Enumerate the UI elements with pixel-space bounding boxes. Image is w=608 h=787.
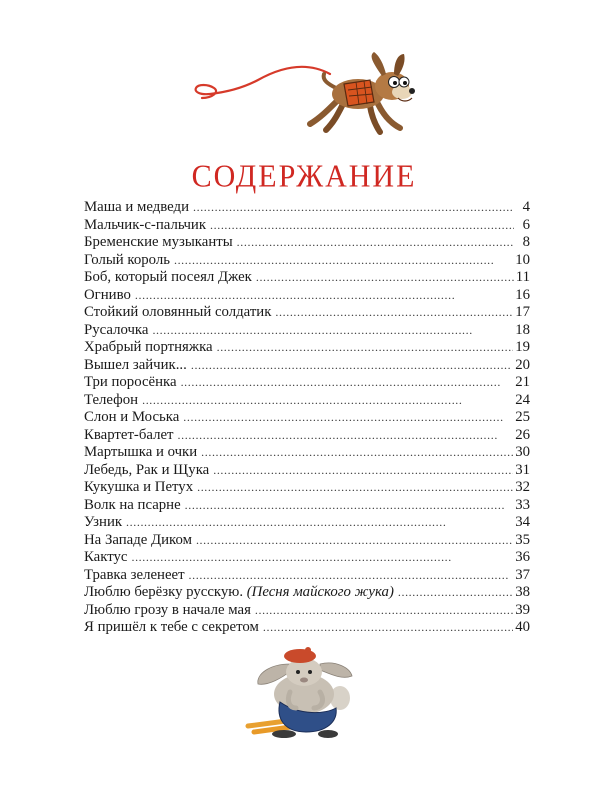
toc-entry-page: 21	[515, 374, 530, 390]
toc-entry-title	[84, 322, 148, 340]
toc-entry	[84, 602, 530, 620]
leader-dots	[398, 584, 513, 602]
toc-entry-page: 6	[522, 216, 530, 233]
toc-entry	[84, 322, 530, 340]
toc-entry	[84, 549, 530, 567]
toc-entry-title-text: Храбрый портняжка	[84, 339, 213, 355]
toc-entry-title	[84, 339, 213, 357]
leader-dots	[174, 252, 513, 270]
toc-entry-title-text: Слон и Моська	[84, 409, 180, 425]
leader-dots	[183, 409, 513, 427]
toc-entry	[84, 444, 530, 462]
toc-entry-title	[84, 567, 185, 585]
toc-entry	[84, 199, 530, 217]
leader-dots	[193, 199, 514, 217]
toc-entry	[84, 339, 530, 357]
toc-entry-title	[84, 584, 394, 602]
leader-dots	[178, 427, 514, 445]
toc-entry-title	[84, 497, 181, 515]
toc-entry-title-text: Травка зеленеет	[84, 566, 185, 583]
toc-entry-title-text: Телефон	[84, 391, 139, 408]
toc-entry	[84, 619, 530, 637]
toc-entry-title	[84, 444, 197, 462]
leader-dots	[181, 374, 514, 392]
toc-entry-page: 37	[515, 566, 530, 583]
leader-dots	[210, 217, 514, 235]
toc-entry-page: 18	[515, 321, 530, 338]
toc-entry-title	[84, 409, 179, 427]
leader-dots	[237, 234, 514, 252]
leader-dots	[126, 514, 513, 532]
leader-dots	[135, 287, 513, 305]
toc-entry	[84, 392, 530, 410]
toc-entry-title	[84, 479, 193, 497]
toc-entry-subtitle: (Песня майского жука)	[246, 584, 394, 600]
leader-dots	[275, 304, 513, 322]
toc-entry-page: 33	[515, 496, 530, 513]
leader-dots	[201, 444, 513, 462]
toc-entry-page: 32	[515, 479, 530, 495]
toc-entry-page: 34	[515, 514, 530, 530]
toc-entry-page: 11	[515, 269, 530, 285]
table-of-contents	[84, 199, 530, 637]
toc-entry-title-text: Русалочка	[84, 321, 149, 338]
toc-entry-title	[84, 602, 251, 620]
toc-entry-title	[84, 514, 122, 532]
toc-entry-title-text: Узник	[84, 514, 123, 530]
toc-entry-title	[84, 269, 252, 287]
rabbit-illustration	[240, 642, 368, 742]
toc-entry-page: 30	[515, 444, 530, 460]
toc-entry-title-text: Лебедь, Рак и Щука	[84, 461, 210, 478]
leader-dots	[263, 619, 513, 637]
toc-entry	[84, 287, 530, 305]
toc-entry-title-text: Кактус	[84, 549, 128, 565]
toc-entry-title-text: Стойкий оловянный солдатик	[84, 304, 272, 320]
toc-entry-title-text: Огниво	[84, 286, 131, 303]
toc-entry-title-text: Вышел зайчик...	[84, 356, 187, 373]
toc-entry-page: 10	[515, 251, 530, 268]
toc-entry	[84, 374, 530, 392]
toc-entry-page: 26	[515, 426, 530, 443]
leader-dots	[185, 497, 514, 515]
toc-entry	[84, 514, 530, 532]
toc-entry-title	[84, 199, 189, 217]
toc-entry-page: 35	[515, 531, 530, 548]
leader-dots	[255, 602, 513, 620]
toc-entry-title-text: Мальчик-с-пальчик	[84, 216, 207, 233]
leader-dots	[217, 339, 514, 357]
toc-entry	[84, 532, 530, 550]
leader-dots	[197, 479, 513, 497]
toc-entry	[84, 462, 530, 480]
toc-entry	[84, 217, 530, 235]
leader-dots	[189, 567, 514, 585]
toc-entry-title	[84, 252, 170, 270]
toc-entry-title	[84, 304, 271, 322]
toc-entry-title	[84, 374, 177, 392]
toc-entry	[84, 409, 530, 427]
toc-entry-title	[84, 532, 192, 550]
toc-entry-page: 24	[515, 391, 530, 408]
page-title: СОДЕРЖАНИЕ	[191, 159, 417, 194]
leader-dots	[213, 462, 513, 480]
toc-entry-title-text: Маша и медведи	[84, 199, 189, 215]
toc-entry-page: 40	[515, 619, 530, 635]
toc-entry-title-text: Я пришёл к тебе с секретом	[84, 619, 259, 635]
toc-entry-page: 8	[522, 234, 530, 250]
dog-illustration	[188, 44, 428, 140]
toc-entry-page: 16	[515, 286, 530, 303]
toc-entry	[84, 234, 530, 252]
toc-entry-title	[84, 619, 259, 637]
toc-entry	[84, 497, 530, 515]
toc-entry-title	[84, 549, 127, 567]
toc-entry-title-text: Люблю грозу в начале мая	[84, 601, 251, 618]
toc-entry	[84, 357, 530, 375]
toc-entry-title-text: Волк на псарне	[84, 496, 181, 513]
leader-dots	[131, 549, 513, 567]
toc-entry-page: 19	[515, 339, 530, 355]
toc-entry-title-text: Боб, который посеял Джек	[84, 269, 252, 285]
toc-entry-title-text: Голый король	[84, 251, 170, 268]
leader-dots	[256, 269, 514, 287]
toc-entry-title-text: Люблю берёзку русскую.	[84, 584, 244, 600]
toc-entry-page: 20	[515, 356, 530, 373]
leader-dots	[142, 392, 513, 410]
toc-entry	[84, 252, 530, 270]
toc-entry	[84, 479, 530, 497]
toc-entry-page: 31	[515, 461, 530, 478]
toc-entry	[84, 304, 530, 322]
toc-entry-title-text: Мартышка и очки	[84, 444, 198, 460]
leader-dots	[196, 532, 513, 550]
leader-dots	[152, 322, 513, 340]
toc-entry-page: 4	[522, 199, 530, 215]
toc-entry-title	[84, 427, 174, 445]
toc-entry-title-text: На Западе Диком	[84, 531, 192, 548]
toc-entry-title-text: Квартет-балет	[84, 426, 174, 443]
toc-entry-page: 36	[515, 549, 530, 565]
toc-entry	[84, 427, 530, 445]
toc-entry-title	[84, 357, 187, 375]
toc-entry-page: 25	[515, 409, 530, 425]
toc-entry-title-text: Три поросёнка	[84, 374, 177, 390]
leader-dots	[191, 357, 513, 375]
toc-entry	[84, 567, 530, 585]
toc-entry-page: 17	[515, 304, 530, 320]
toc-entry	[84, 269, 530, 287]
toc-entry-title	[84, 287, 131, 305]
toc-entry-title	[84, 392, 138, 410]
toc-entry-title	[84, 234, 233, 252]
toc-entry	[84, 584, 530, 602]
toc-entry-title-text: Кукушка и Петух	[84, 479, 194, 495]
toc-entry-page: 38	[515, 584, 530, 600]
toc-entry-title	[84, 217, 206, 235]
toc-entry-title-text: Бременские музыканты	[84, 234, 233, 250]
toc-entry-title	[84, 462, 209, 480]
toc-entry-page: 39	[515, 601, 530, 618]
